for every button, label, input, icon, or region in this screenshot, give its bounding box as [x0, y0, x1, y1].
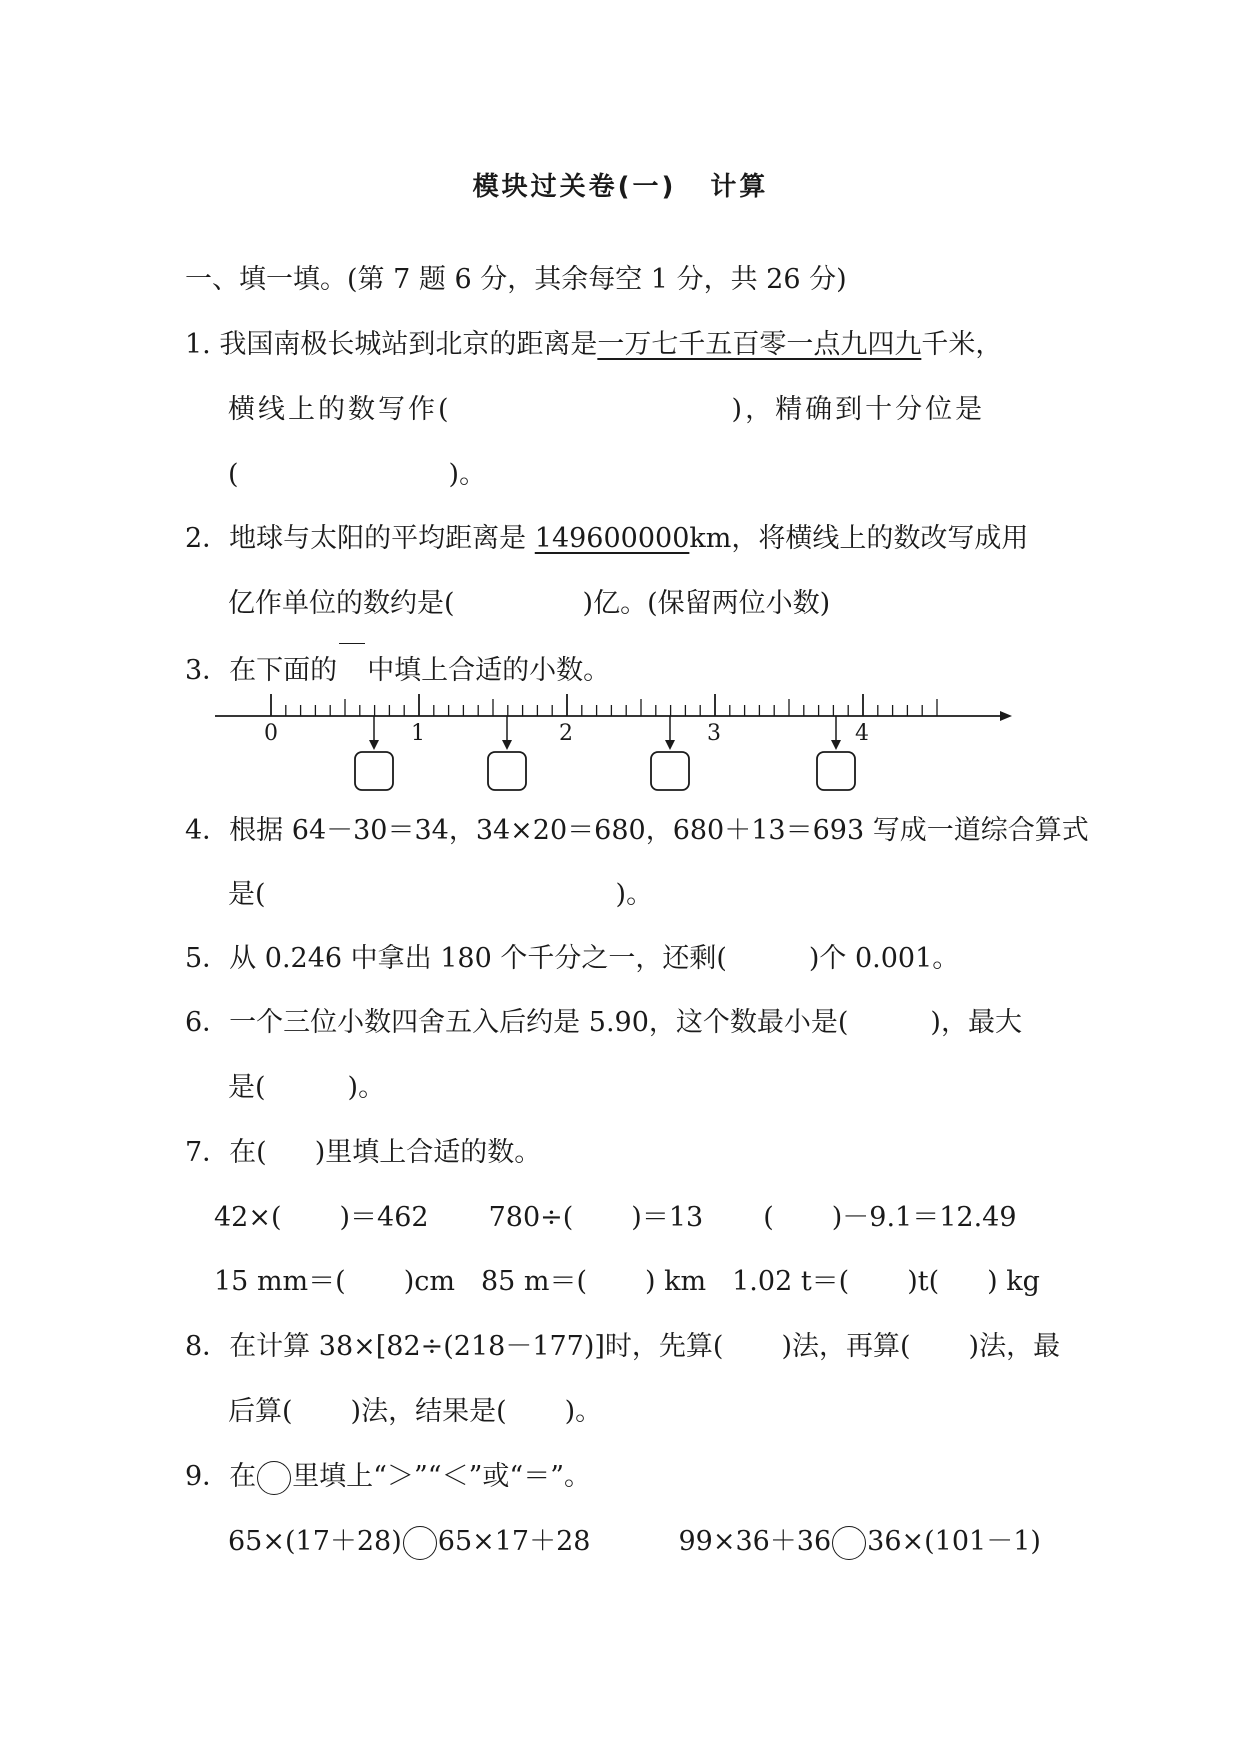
q2-line2: 亿作单位的数约是( )亿。(保留两位小数)	[228, 588, 831, 619]
compare-circle-2[interactable]	[832, 1526, 866, 1560]
compare-circle-1[interactable]	[403, 1526, 437, 1560]
tick-label-3: 3	[707, 721, 721, 746]
title-sub: 计算	[710, 172, 769, 202]
q4-line2: 是( )。	[228, 879, 654, 910]
q1-line2: 横线上的数写作( )，精确到十分位是	[228, 394, 986, 425]
q8-line1: 8．在计算 38×[82÷(218－177)]时，先算( )法，再算( )法，最	[185, 1331, 1061, 1362]
tick-label-4: 4	[855, 721, 869, 746]
q6-line1: 6．一个三位小数四舍五入后约是 5.90，这个数最小是( )，最大	[185, 1007, 1022, 1038]
number-line-ticks	[271, 694, 937, 716]
section-heading: 一、填一填。(第 7 题 6 分，其余每空 1 分，共 26 分)	[185, 264, 847, 295]
q7-row2: 15 mm＝( )cm 85 m＝( ) km 1.02 t＝( )t( ) kg	[214, 1266, 1040, 1297]
tick-label-0: 0	[264, 721, 278, 746]
q9-row: 65×(17＋28) 65×17＋28 99×36＋36 36×(101－1)	[228, 1525, 1041, 1560]
q7-row1: 42×( )＝462 780÷( )＝13 ( )－9.1＝12.49	[214, 1202, 1017, 1233]
answer-box-1[interactable]	[355, 752, 393, 790]
answer-box-3[interactable]	[651, 752, 689, 790]
tick-label-1: 1	[411, 721, 425, 746]
q3-line: 3．在下面的 中填上合适的小数。	[185, 655, 611, 686]
q6-line2: 是( )。	[228, 1072, 386, 1103]
title-main: 模块过关卷(一)	[472, 172, 677, 202]
q1-underlined-number: 一万七千五百零一点九四九	[597, 329, 922, 360]
answer-box-4[interactable]	[817, 752, 855, 790]
q8-line2: 后算( )法，结果是( )。	[228, 1396, 603, 1427]
q9-line: 9．在 里填上“＞”“＜”或“＝”。	[185, 1460, 591, 1495]
q5-line: 5．从 0.246 中拿出 180 个千分之一，还剩( )个 0.001。	[185, 943, 960, 974]
pointer-3	[665, 716, 675, 750]
pointer-4	[831, 716, 841, 750]
pointer-2	[502, 716, 512, 750]
q1-line3: ( )。	[228, 459, 487, 490]
q4-line1: 4．根据 64－30＝34，34×20＝680，680＋13＝693 写成一道综合算式	[185, 815, 1089, 846]
tick-label-2: 2	[559, 721, 573, 746]
q2-line1: 2．地球与太阳的平均距离是 149600000km，将横线上的数改写成用	[185, 523, 1029, 554]
q1-line1: 1. 我国南极长城站到北京的距离是一万七千五百零一点九四九千米，	[185, 329, 1003, 360]
q7-line: 7．在( )里填上合适的数。	[185, 1137, 542, 1168]
q2-underlined-number: 149600000	[534, 523, 690, 554]
pointer-1	[369, 716, 379, 750]
circle-symbol	[257, 1461, 291, 1495]
number-line	[0, 0, 1241, 800]
answer-box-2[interactable]	[488, 752, 526, 790]
number-line-arrow	[1000, 711, 1012, 721]
